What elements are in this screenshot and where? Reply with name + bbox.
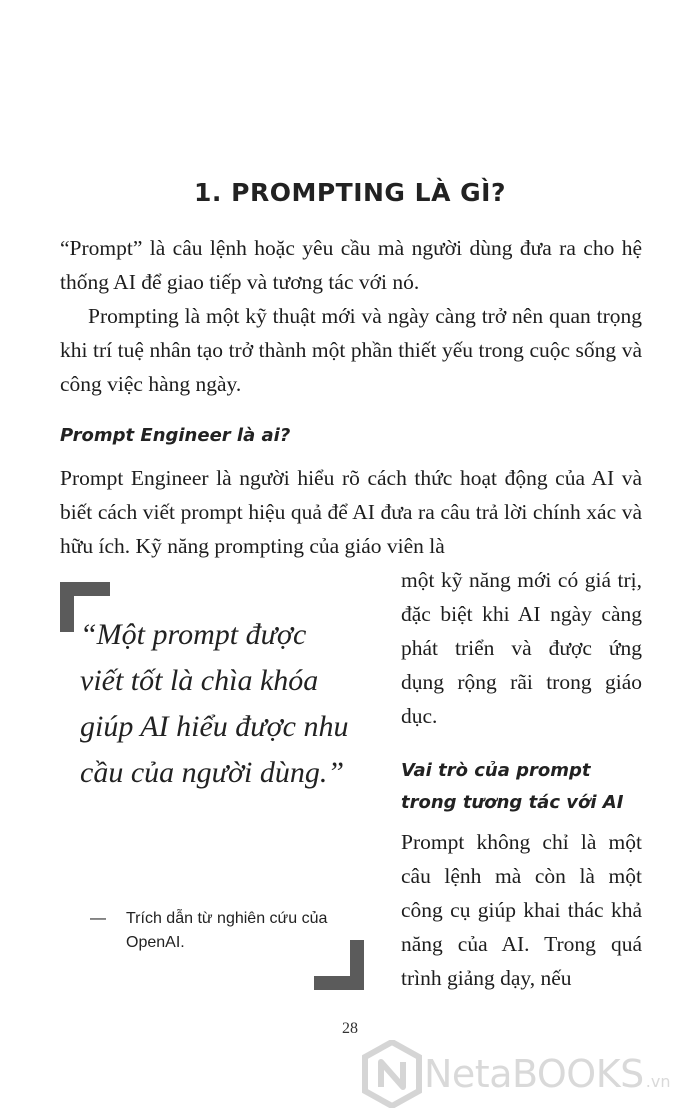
section-heading-prompt-role: Vai trò của prompt trong tương tác với AI	[401, 760, 624, 813]
section2-paragraph-1: Prompt không chỉ là một câu lệnh mà còn là một công cụ giúp khai thác khả năng của AI. Trong quá trình giảng dạy, nếu	[401, 830, 642, 990]
quote-bracket-bottom-right-bar	[314, 976, 364, 990]
quote-dash: —	[90, 910, 106, 927]
section-heading-prompt-engineer: Prompt Engineer là ai?	[60, 425, 291, 446]
section1-paragraph-2: một kỹ năng mới có giá trị, đặc biệt khi AI ngày càng phát triển và được ứng dụng rộng rãi trong giáo dục.	[401, 568, 642, 728]
quote-attribution	[90, 907, 350, 955]
quote-text: “Một prompt được viết tốt là chìa khóa giúp AI hiểu được nhu cầu của người dùng.”	[80, 618, 349, 789]
quote-bracket-top-left-bar	[60, 582, 110, 596]
page-number: 28	[342, 1020, 358, 1037]
watermark-suffix: .vn	[645, 1071, 671, 1091]
watermark	[362, 1038, 670, 1110]
netabooks-logo-icon	[362, 1040, 422, 1108]
chapter-title: 1. PROMPTING LÀ GÌ?	[194, 178, 506, 207]
section1-paragraph-1: Prompt Engineer là người hiểu rõ cách thức hoạt động của AI và biết cách viết prompt hiệu quả để AI đưa ra câu trả lời chính xác và hữu ích. Kỹ năng prompting của giáo viên là	[60, 466, 642, 558]
pull-quote	[60, 582, 380, 997]
quote-source: Trích dẫn từ nghiên cứu của OpenAI.	[126, 910, 328, 951]
watermark-brand: NetaBOOKS	[424, 1052, 644, 1096]
intro-paragraph-1: “Prompt” là câu lệnh hoặc yêu cầu mà người dùng đưa ra cho hệ thống AI để giao tiếp và tương tác với nó.	[60, 236, 642, 294]
intro-paragraph-2: Prompting là một kỹ thuật mới và ngày càng trở nên quan trọng khi trí tuệ nhân tạo trở thành một phần thiết yếu trong cuộc sống và công việc hàng ngày.	[60, 304, 642, 396]
